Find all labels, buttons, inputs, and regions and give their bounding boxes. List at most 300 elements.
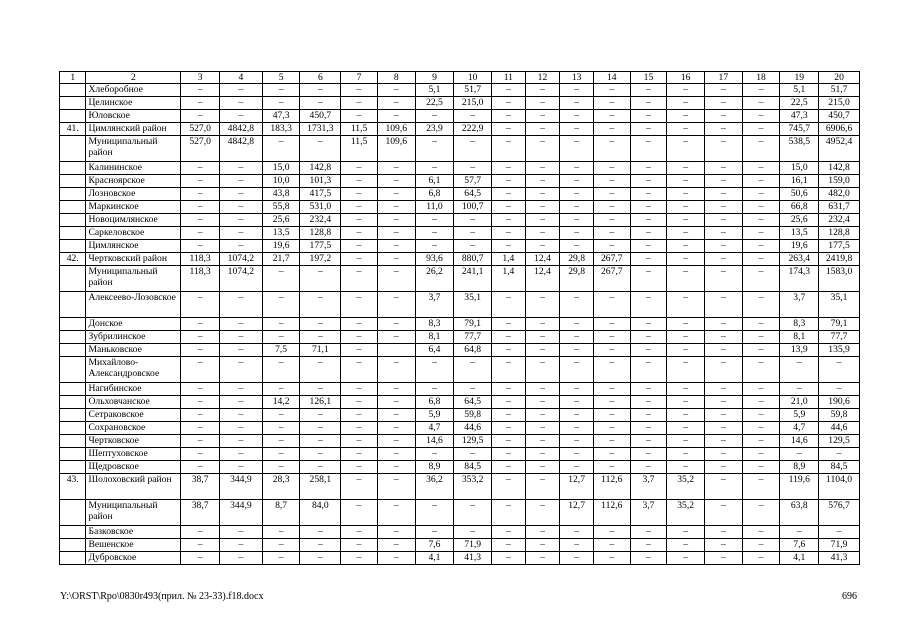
table-cell: –	[341, 383, 378, 396]
row-number	[60, 162, 86, 175]
table-cell: –	[630, 201, 667, 214]
table-cell: –	[705, 383, 743, 396]
table-cell: –	[262, 292, 300, 318]
table-cell: –	[492, 162, 526, 175]
table-cell: –	[377, 357, 415, 383]
table-cell: –	[492, 448, 526, 461]
table-cell: –	[262, 448, 300, 461]
table-cell: 1,4	[492, 253, 526, 266]
table-cell: –	[262, 266, 300, 292]
table-cell: –	[630, 162, 667, 175]
table-cell: 8,7	[262, 500, 300, 526]
table-cell: –	[593, 526, 630, 539]
table-cell: –	[415, 357, 454, 383]
table-cell: –	[560, 331, 594, 344]
table-cell: 57,7	[454, 175, 492, 188]
row-number	[60, 344, 86, 357]
table-cell: –	[181, 357, 220, 383]
table-cell: –	[262, 318, 300, 331]
table-cell: –	[593, 292, 630, 318]
table-cell: 14,6	[415, 435, 454, 448]
table-cell: 1731,3	[300, 123, 341, 136]
table-cell: –	[525, 357, 560, 383]
table-row	[60, 357, 860, 383]
row-number	[60, 97, 86, 110]
table-row	[60, 344, 860, 357]
table-cell: 64,5	[454, 188, 492, 201]
table-cell: –	[819, 448, 860, 461]
table-cell: –	[181, 318, 220, 331]
table-cell: –	[593, 136, 630, 162]
table-cell: –	[341, 331, 378, 344]
table-cell: –	[454, 214, 492, 227]
table-cell: –	[525, 136, 560, 162]
table-cell: –	[525, 97, 560, 110]
table-cell: 51,7	[454, 84, 492, 97]
table-cell: –	[705, 201, 743, 214]
table-cell: 142,8	[300, 162, 341, 175]
table-cell: –	[341, 474, 378, 500]
table-cell: –	[630, 357, 667, 383]
table-cell: 129,5	[454, 435, 492, 448]
row-name: Михайлово-Александровское	[86, 357, 181, 383]
table-cell: –	[667, 97, 705, 110]
table-row	[60, 266, 860, 292]
table-cell: –	[341, 227, 378, 240]
table-cell: 19,6	[262, 240, 300, 253]
row-number	[60, 396, 86, 409]
table-cell: 29,8	[560, 253, 594, 266]
table-row	[60, 422, 860, 435]
table-cell: –	[667, 318, 705, 331]
table-cell: 8,3	[780, 318, 819, 331]
table-cell: –	[525, 188, 560, 201]
column-header: 13	[560, 72, 594, 84]
table-cell: –	[181, 448, 220, 461]
table-cell: –	[300, 539, 341, 552]
table-cell: –	[377, 500, 415, 526]
table-cell: –	[492, 461, 526, 474]
table-cell: –	[492, 526, 526, 539]
column-header: 20	[819, 72, 860, 84]
row-number	[60, 448, 86, 461]
table-cell: 8,1	[780, 331, 819, 344]
table-cell: –	[780, 383, 819, 396]
table-row	[60, 110, 860, 123]
table-cell: –	[219, 162, 262, 175]
table-cell: –	[341, 422, 378, 435]
column-header: 12	[525, 72, 560, 84]
table-cell: –	[181, 227, 220, 240]
table-cell: –	[742, 162, 780, 175]
table-cell: 135,9	[819, 344, 860, 357]
row-name: Зубрилинское	[86, 331, 181, 344]
table-cell: –	[667, 266, 705, 292]
table-cell: 232,4	[300, 214, 341, 227]
table-cell: 222,9	[454, 123, 492, 136]
table-cell: 3,7	[415, 292, 454, 318]
table-cell: 35,2	[667, 500, 705, 526]
table-cell: –	[341, 357, 378, 383]
table-cell: 8,1	[415, 331, 454, 344]
table-cell: –	[593, 201, 630, 214]
table-cell: –	[341, 552, 378, 565]
table-row	[60, 500, 860, 526]
table-cell: –	[300, 383, 341, 396]
table-cell: –	[341, 396, 378, 409]
table-cell: 177,5	[300, 240, 341, 253]
table-cell: –	[525, 383, 560, 396]
table-cell: –	[262, 383, 300, 396]
table-cell: –	[300, 97, 341, 110]
table-cell: –	[630, 409, 667, 422]
table-cell: 47,3	[780, 110, 819, 123]
table-cell: –	[630, 266, 667, 292]
table-cell: 538,5	[780, 136, 819, 162]
table-cell: –	[181, 409, 220, 422]
table-cell: –	[560, 539, 594, 552]
table-cell: 64,8	[454, 344, 492, 357]
table-cell: 22,5	[415, 97, 454, 110]
table-cell: 101,3	[300, 175, 341, 188]
table-cell: –	[454, 227, 492, 240]
table-cell: –	[262, 552, 300, 565]
table-cell: –	[525, 162, 560, 175]
table-cell: –	[667, 448, 705, 461]
table-cell: –	[415, 136, 454, 162]
table-cell: –	[525, 240, 560, 253]
table-cell: –	[415, 448, 454, 461]
table-cell: –	[525, 474, 560, 500]
table-cell: –	[667, 162, 705, 175]
table-cell: –	[377, 435, 415, 448]
table-cell: –	[219, 331, 262, 344]
table-cell: 3,7	[630, 500, 667, 526]
table-cell: –	[742, 175, 780, 188]
table-cell: –	[742, 214, 780, 227]
table-cell: 109,6	[377, 136, 415, 162]
table-cell: –	[705, 474, 743, 500]
table-cell: –	[492, 383, 526, 396]
table-cell: –	[492, 422, 526, 435]
table-cell: –	[560, 526, 594, 539]
row-name: Новоцимлянское	[86, 214, 181, 227]
row-number	[60, 318, 86, 331]
table-cell: 41,3	[819, 552, 860, 565]
table-cell: –	[525, 539, 560, 552]
table-cell: 119,6	[780, 474, 819, 500]
table-row	[60, 526, 860, 539]
table-cell: –	[560, 201, 594, 214]
table-cell: 38,7	[181, 474, 220, 500]
table-cell: –	[593, 357, 630, 383]
table-cell: –	[492, 539, 526, 552]
table-cell: –	[742, 552, 780, 565]
table-cell: 417,5	[300, 188, 341, 201]
table-cell: –	[181, 539, 220, 552]
table-cell: 197,2	[300, 253, 341, 266]
table-cell: 344,9	[219, 500, 262, 526]
row-number	[60, 110, 86, 123]
table-cell: –	[705, 84, 743, 97]
table-cell: –	[181, 162, 220, 175]
table-cell: –	[630, 539, 667, 552]
table-cell: –	[525, 227, 560, 240]
table-row	[60, 539, 860, 552]
table-cell: –	[593, 435, 630, 448]
table-cell: –	[630, 227, 667, 240]
table-cell: –	[300, 435, 341, 448]
table-cell: –	[705, 552, 743, 565]
table-cell: –	[377, 526, 415, 539]
table-cell: 50,6	[780, 188, 819, 201]
table-cell: –	[525, 448, 560, 461]
table-cell: –	[341, 84, 378, 97]
table-cell: –	[705, 97, 743, 110]
table-cell: –	[705, 266, 743, 292]
table-cell: 183,3	[262, 123, 300, 136]
table-row	[60, 123, 860, 136]
row-number: 41.	[60, 123, 86, 136]
table-cell: –	[593, 240, 630, 253]
table-cell: 12,4	[525, 266, 560, 292]
table-cell: –	[300, 84, 341, 97]
row-number	[60, 461, 86, 474]
table-cell: 44,6	[454, 422, 492, 435]
table-cell: –	[300, 136, 341, 162]
table-cell: –	[560, 123, 594, 136]
table-row	[60, 474, 860, 500]
table-cell: 25,6	[262, 214, 300, 227]
table-cell: –	[492, 136, 526, 162]
table-cell: 129,5	[819, 435, 860, 448]
table-cell: 14,6	[780, 435, 819, 448]
table-cell: –	[525, 318, 560, 331]
table-cell: –	[219, 188, 262, 201]
table-cell: –	[742, 409, 780, 422]
table-cell: –	[181, 240, 220, 253]
table-cell: –	[560, 97, 594, 110]
table-cell: 142,8	[819, 162, 860, 175]
table-cell: –	[593, 97, 630, 110]
table-cell: –	[667, 331, 705, 344]
table-cell: 482,0	[819, 188, 860, 201]
table-cell: 126,1	[300, 396, 341, 409]
row-name: Сетраковское	[86, 409, 181, 422]
table-cell: –	[492, 292, 526, 318]
table-cell: 4,7	[780, 422, 819, 435]
table-cell: 29,8	[560, 266, 594, 292]
table-cell: –	[341, 162, 378, 175]
table-cell: 25,6	[780, 214, 819, 227]
table-cell: –	[262, 84, 300, 97]
table-cell: 4842,8	[219, 136, 262, 162]
table-cell: –	[492, 552, 526, 565]
table-cell: –	[667, 188, 705, 201]
table-row	[60, 435, 860, 448]
table-cell: –	[454, 500, 492, 526]
table-cell: –	[705, 539, 743, 552]
row-name: Муниципальный район	[86, 136, 181, 162]
table-cell: –	[219, 110, 262, 123]
row-name: Хлеборобное	[86, 84, 181, 97]
table-cell: 28,3	[262, 474, 300, 500]
table-cell: –	[630, 435, 667, 448]
table-row	[60, 552, 860, 565]
table-cell: –	[667, 383, 705, 396]
table-cell: –	[219, 526, 262, 539]
table-cell: –	[219, 396, 262, 409]
table-cell: 267,7	[593, 266, 630, 292]
table-cell: 118,3	[181, 253, 220, 266]
table-cell: 59,8	[819, 409, 860, 422]
row-number: 43.	[60, 474, 86, 500]
table-cell: 21,0	[780, 396, 819, 409]
table-cell: –	[705, 344, 743, 357]
table-cell: –	[525, 331, 560, 344]
table-cell: 3,7	[630, 474, 667, 500]
table-cell: –	[219, 552, 262, 565]
table-cell: –	[705, 331, 743, 344]
column-header: 8	[377, 72, 415, 84]
table-cell: –	[525, 175, 560, 188]
table-cell: –	[630, 253, 667, 266]
table-cell: –	[377, 253, 415, 266]
table-cell: 35,1	[819, 292, 860, 318]
table-cell: 1,4	[492, 266, 526, 292]
row-name: Лозновское	[86, 188, 181, 201]
table-cell: –	[630, 188, 667, 201]
table-cell: –	[525, 344, 560, 357]
table-row	[60, 292, 860, 318]
table-cell: –	[742, 240, 780, 253]
table-cell: 118,3	[181, 266, 220, 292]
table-cell: –	[705, 123, 743, 136]
table-cell: 527,0	[181, 123, 220, 136]
row-number	[60, 201, 86, 214]
table-cell: –	[819, 526, 860, 539]
row-number	[60, 188, 86, 201]
row-name: Цимлянский район	[86, 123, 181, 136]
table-cell: –	[181, 175, 220, 188]
table-cell: 26,2	[415, 266, 454, 292]
table-cell: –	[300, 526, 341, 539]
table-cell: –	[742, 292, 780, 318]
table-cell: –	[492, 123, 526, 136]
table-cell: –	[341, 461, 378, 474]
row-number	[60, 539, 86, 552]
table-cell: –	[525, 409, 560, 422]
table-cell: 79,1	[819, 318, 860, 331]
table-cell: –	[630, 175, 667, 188]
table-cell: 71,9	[454, 539, 492, 552]
table-cell: –	[219, 240, 262, 253]
table-cell: 8,9	[415, 461, 454, 474]
row-number: 42.	[60, 253, 86, 266]
row-name: Чертковское	[86, 435, 181, 448]
table-cell: 7,6	[415, 539, 454, 552]
table-cell: –	[377, 422, 415, 435]
table-cell: 15,0	[780, 162, 819, 175]
table-cell: –	[492, 84, 526, 97]
table-cell: –	[705, 292, 743, 318]
table-cell: –	[705, 253, 743, 266]
column-header: 14	[593, 72, 630, 84]
table-cell: –	[705, 162, 743, 175]
table-cell: –	[300, 331, 341, 344]
table-cell: –	[667, 240, 705, 253]
table-cell: –	[181, 422, 220, 435]
column-header: 7	[341, 72, 378, 84]
table-cell: –	[492, 318, 526, 331]
table-cell: –	[377, 448, 415, 461]
column-header: 6	[300, 72, 341, 84]
row-number	[60, 357, 86, 383]
table-cell: –	[560, 396, 594, 409]
table-cell: –	[630, 123, 667, 136]
table-cell: –	[492, 227, 526, 240]
table-cell: 12,7	[560, 500, 594, 526]
column-header: 11	[492, 72, 526, 84]
table-cell: –	[377, 461, 415, 474]
row-name: Маркинское	[86, 201, 181, 214]
table-cell: –	[667, 214, 705, 227]
table-cell: 79,1	[454, 318, 492, 331]
table-row	[60, 396, 860, 409]
table-cell: –	[415, 500, 454, 526]
table-cell: –	[341, 539, 378, 552]
column-header: 3	[181, 72, 220, 84]
table-cell: 22,5	[780, 97, 819, 110]
row-name: Муниципальный район	[86, 266, 181, 292]
table-cell: –	[742, 318, 780, 331]
table-cell: 14,2	[262, 396, 300, 409]
table-cell: –	[262, 136, 300, 162]
table-cell: –	[181, 97, 220, 110]
table-cell: –	[377, 292, 415, 318]
table-cell: –	[377, 409, 415, 422]
table-cell: –	[525, 84, 560, 97]
table-cell: –	[525, 552, 560, 565]
table-cell: –	[262, 331, 300, 344]
table-cell: 4,1	[780, 552, 819, 565]
table-cell: –	[705, 500, 743, 526]
table-cell: –	[377, 227, 415, 240]
table-cell: 450,7	[300, 110, 341, 123]
table-cell: –	[705, 526, 743, 539]
table-cell: –	[667, 539, 705, 552]
table-cell: 8,3	[415, 318, 454, 331]
table-cell: 11,5	[341, 136, 378, 162]
table-cell: –	[667, 175, 705, 188]
table-cell: –	[593, 110, 630, 123]
table-cell: –	[742, 110, 780, 123]
table-cell: –	[377, 84, 415, 97]
table-cell: –	[341, 448, 378, 461]
row-number	[60, 136, 86, 162]
table-cell: –	[630, 422, 667, 435]
row-number	[60, 240, 86, 253]
table-cell: –	[630, 97, 667, 110]
column-header: 10	[454, 72, 492, 84]
table-cell: –	[742, 435, 780, 448]
table-cell: –	[454, 136, 492, 162]
table-cell: 353,2	[454, 474, 492, 500]
table-cell: –	[560, 136, 594, 162]
table-cell: –	[667, 526, 705, 539]
table-row	[60, 175, 860, 188]
table-cell: –	[525, 214, 560, 227]
